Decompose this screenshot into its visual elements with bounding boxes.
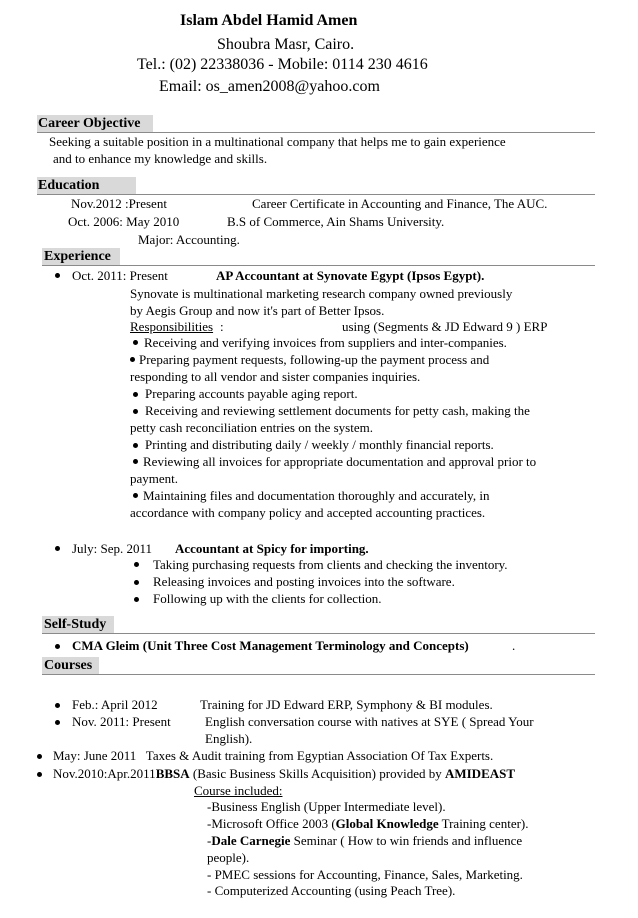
bullet-icon [134,562,139,567]
bullet-icon [55,546,60,551]
responsibility-item: payment. [130,471,179,486]
course-subitem [207,833,522,849]
responsibilities-colon: : [220,319,224,334]
course-desc: (Basic Business Skills Acquisition) provided by [189,766,445,781]
course-date: Feb.: April 2012 [72,697,158,712]
career-heading: Career Objective [38,116,141,131]
education-heading: Education [38,178,100,193]
education-date: Oct. 2006: May 2010 [68,214,180,229]
section-rule [42,265,595,266]
course-desc: English conversation course with natives at SYE ( Spread Your [205,714,534,729]
responsibility-item: Printing and distributing daily / weekly / monthly financial reports. [145,437,494,452]
responsibility-item: accordance with company policy and accepted accounting practices. [130,505,486,520]
bullet-icon [130,357,135,362]
course-subitem-text: Seminar ( How to win friends and influence [290,833,523,848]
responsibility-item: Preparing accounts payable aging report. [145,386,358,401]
course-desc: English). [205,731,253,746]
course-date: Nov.2010:Apr.2011 [53,766,156,781]
bullet-icon [133,443,138,448]
course-included-label: Course included: [194,783,283,798]
course-item [53,766,515,782]
course-subitem: - Computerized Accounting (using Peach Tree). [207,883,456,898]
course-subitem: -Business English (Upper Intermediate level). [207,799,446,814]
course-subitem-bold: Dale Carnegie [211,833,291,848]
bullet-icon [133,493,138,498]
candidate-name: Islam Abdel Hamid Amen [180,12,358,29]
section-rule [37,194,595,195]
phone: Tel.: (02) 22338036 - Mobile: 0114 230 4616 [137,56,428,73]
responsibility-item: Receiving and verifying invoices from suppliers and inter-companies. [144,335,507,350]
responsibility-item: Maintaining files and documentation thoroughly and accurately, in [143,488,490,503]
career-line: Seeking a suitable position in a multinational company that helps me to gain experience [49,134,506,149]
job-title: Accountant at Spicy for importing. [175,541,369,556]
bullet-icon [37,754,42,759]
responsibility-item: Reviewing all invoices for appropriate documentation and approval prior to [143,454,537,469]
course-subitem-bold: Global Knowledge [335,816,439,831]
section-rule [42,674,595,675]
course-subitem: people). [207,850,250,865]
course-provider: AMIDEAST [444,766,516,781]
address: Shoubra Masr, Cairo. [217,36,355,53]
job-task: Releasing invoices and posting invoices into the software. [153,574,455,589]
course-subitem: - PMEC sessions for Accounting, Finance, Sales, Marketing. [207,867,523,882]
responsibility-item: petty cash reconciliation entries on the system. [130,420,373,435]
job-task: Taking purchasing requests from clients and checking the inventory. [153,557,508,572]
job-title: AP Accountant at Synovate Egypt (Ipsos Egypt). [216,268,485,283]
bullet-icon [55,703,60,708]
job-task: Following up with the clients for collection. [153,591,382,606]
course-subitem-text: -Microsoft Office 2003 ( [207,816,336,831]
bullet-icon [55,644,60,649]
responsibility-item: Receiving and reviewing settlement documents for petty cash, making the [145,403,530,418]
experience-heading: Experience [44,249,111,264]
course-item: May: June 2011 Taxes & Audit training from Egyptian Association Of Tax Experts. [53,748,494,763]
bullet-icon [134,580,139,585]
course-desc: Training for JD Edward ERP, Symphony & BI modules. [200,697,493,712]
course-subitem-text: Training center). [438,816,529,831]
bullet-icon [133,340,138,345]
bullet-icon [133,409,138,414]
job-about: by Aegis Group and now it's part of Better Ipsos. [130,303,385,318]
job-date: Oct. 2011: Present [72,268,168,283]
email: Email: os_amen2008@yahoo.com [159,78,380,95]
course-bbsa: BBSA [155,766,190,781]
section-rule [37,132,595,133]
education-major: Major: Accounting. [138,232,240,247]
education-date: Nov.2012 :Present [71,196,167,211]
responsibilities-label: Responsibilities [130,319,214,334]
responsibility-item: Preparing payment requests, following-up the payment process and [139,352,490,367]
bullet-icon [37,772,42,777]
selfstudy-item: CMA Gleim (Unit Three Cost Management Terminology and Concepts) [72,638,469,653]
education-desc: Career Certificate in Accounting and Finance, The AUC. [252,196,548,211]
section-rule [42,633,595,634]
responsibility-item: responding to all vendor and sister companies inquiries. [130,369,421,384]
bullet-icon [133,459,138,464]
course-subitem [207,816,529,832]
bullet-icon [134,597,139,602]
course-subitem-text: - [207,833,212,848]
selfstudy-item-end: . [512,638,516,653]
selfstudy-heading: Self-Study [44,617,107,632]
courses-heading: Courses [44,658,93,673]
bullet-icon [133,392,138,397]
career-line: and to enhance my knowledge and skills. [53,151,268,166]
responsibilities-erp: using (Segments & JD Edward 9 ) ERP [342,319,548,334]
education-desc: B.S of Commerce, Ain Shams University. [227,214,445,229]
bullet-icon [55,720,60,725]
course-date: Nov. 2011: Present [72,714,171,729]
bullet-icon [55,273,60,278]
job-about: Synovate is multinational marketing research company owned previously [130,286,513,301]
job-date: July: Sep. 2011 [72,541,153,556]
